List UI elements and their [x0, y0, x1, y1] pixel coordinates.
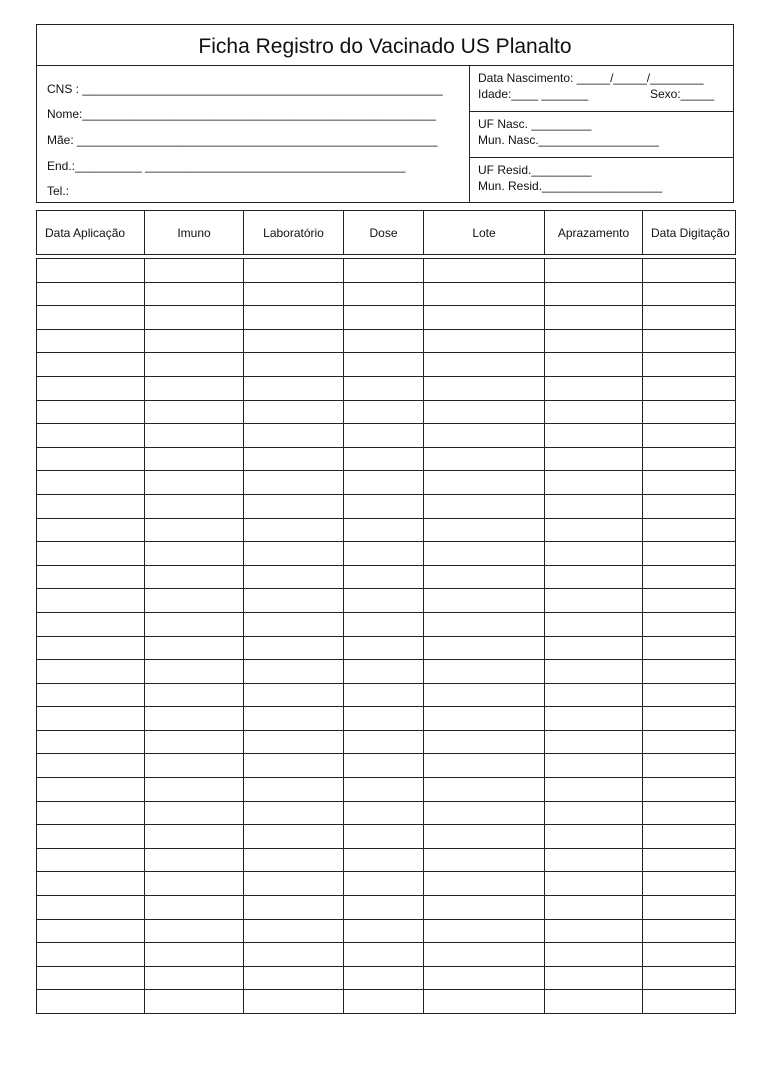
table-cell[interactable] [37, 259, 145, 283]
table-cell[interactable] [244, 471, 344, 495]
table-row [37, 565, 736, 589]
table-cell[interactable] [244, 494, 344, 518]
table-cell[interactable] [424, 259, 545, 283]
table-cell[interactable] [37, 754, 145, 778]
header-aprazamento: Aprazamento [545, 211, 643, 255]
table-row [37, 542, 736, 566]
table-cell[interactable] [344, 778, 424, 802]
table-cell[interactable] [643, 400, 736, 424]
header-dose: Dose [344, 211, 424, 255]
table-cell[interactable] [244, 919, 344, 943]
table-cell[interactable] [37, 872, 145, 896]
table-cell[interactable] [244, 306, 344, 330]
table-cell[interactable] [244, 282, 344, 306]
table-row [37, 730, 736, 754]
mun-resid-field[interactable]: Mun. Resid.__________________ [478, 179, 663, 193]
table-cell[interactable] [244, 896, 344, 920]
table-cell[interactable] [145, 589, 244, 613]
table-cell[interactable] [145, 636, 244, 660]
table-cell[interactable] [424, 612, 545, 636]
table-cell[interactable] [643, 542, 736, 566]
table-row [37, 707, 736, 731]
table-cell[interactable] [344, 259, 424, 283]
table-cell[interactable] [145, 872, 244, 896]
table-cell[interactable] [244, 565, 344, 589]
table-cell[interactable] [643, 730, 736, 754]
birth-info [469, 66, 733, 202]
table-cell[interactable] [145, 990, 244, 1014]
table-row [37, 754, 736, 778]
table-cell[interactable] [145, 518, 244, 542]
table-cell[interactable] [244, 825, 344, 849]
table-cell[interactable] [344, 494, 424, 518]
uf-nasc-field[interactable]: UF Nasc. _________ [478, 117, 592, 131]
table-cell[interactable] [145, 919, 244, 943]
header-imuno: Imuno [145, 211, 244, 255]
table-cell[interactable] [643, 848, 736, 872]
table-row [37, 447, 736, 471]
table-cell[interactable] [643, 329, 736, 353]
table-cell[interactable] [424, 589, 545, 613]
table-cell[interactable] [244, 801, 344, 825]
table-cell[interactable] [244, 376, 344, 400]
table-cell[interactable] [643, 612, 736, 636]
table-cell[interactable] [643, 919, 736, 943]
mun-nasc-field[interactable]: Mun. Nasc.__________________ [478, 133, 659, 147]
table-row [37, 990, 736, 1014]
table-cell[interactable] [424, 919, 545, 943]
table-cell[interactable] [344, 848, 424, 872]
table-cell[interactable] [145, 825, 244, 849]
residencia-box [469, 157, 733, 202]
table-cell[interactable] [643, 872, 736, 896]
idade-field[interactable]: Idade:____ _______ [478, 87, 589, 101]
table-cell[interactable] [643, 447, 736, 471]
table-cell[interactable] [244, 589, 344, 613]
table-cell[interactable] [344, 825, 424, 849]
table-cell[interactable] [344, 471, 424, 495]
table-cell[interactable] [37, 282, 145, 306]
table-cell[interactable] [424, 825, 545, 849]
table-cell[interactable] [643, 494, 736, 518]
table-cell[interactable] [545, 943, 643, 967]
table-cell[interactable] [37, 848, 145, 872]
table-row [37, 825, 736, 849]
table-cell[interactable] [37, 636, 145, 660]
uf-resid-field[interactable]: UF Resid._________ [478, 163, 592, 177]
table-cell[interactable] [145, 353, 244, 377]
table-cell[interactable] [424, 353, 545, 377]
table-cell[interactable] [424, 282, 545, 306]
table-cell[interactable] [643, 966, 736, 990]
table-cell[interactable] [244, 778, 344, 802]
table-cell[interactable] [545, 754, 643, 778]
table-cell[interactable] [344, 542, 424, 566]
table-cell[interactable] [37, 518, 145, 542]
mae-field[interactable]: Mãe: ______________________________________________________ [47, 133, 438, 147]
table-cell[interactable] [545, 990, 643, 1014]
table-cell[interactable] [424, 730, 545, 754]
table-row [37, 872, 736, 896]
table-row [37, 660, 736, 684]
table-cell[interactable] [344, 636, 424, 660]
nome-field[interactable]: Nome:_____________________________________________________ [47, 107, 437, 121]
table-cell[interactable] [145, 542, 244, 566]
table-cell[interactable] [643, 683, 736, 707]
table-row [37, 943, 736, 967]
table-cell[interactable] [244, 707, 344, 731]
table-cell[interactable] [545, 447, 643, 471]
table-cell[interactable] [244, 518, 344, 542]
table-cell[interactable] [545, 329, 643, 353]
vaccination-table [36, 210, 736, 1014]
table-cell[interactable] [545, 542, 643, 566]
table-cell[interactable] [145, 376, 244, 400]
table-cell[interactable] [344, 919, 424, 943]
table-cell[interactable] [244, 943, 344, 967]
table-cell[interactable] [145, 801, 244, 825]
table-cell[interactable] [344, 518, 424, 542]
table-cell[interactable] [545, 636, 643, 660]
table-cell[interactable] [244, 848, 344, 872]
table-cell[interactable] [545, 825, 643, 849]
table-cell[interactable] [545, 589, 643, 613]
table-cell[interactable] [145, 565, 244, 589]
table-cell[interactable] [145, 424, 244, 448]
table-cell[interactable] [545, 966, 643, 990]
table-cell[interactable] [424, 801, 545, 825]
table-row [37, 282, 736, 306]
table-cell[interactable] [545, 801, 643, 825]
table-row [37, 353, 736, 377]
table-cell[interactable] [424, 471, 545, 495]
table-cell[interactable] [344, 754, 424, 778]
table-cell[interactable] [344, 424, 424, 448]
table-cell[interactable] [145, 754, 244, 778]
table-cell[interactable] [145, 612, 244, 636]
table-cell[interactable] [643, 424, 736, 448]
table-cell[interactable] [37, 542, 145, 566]
birth-box [469, 66, 733, 111]
table-cell[interactable] [37, 471, 145, 495]
table-cell[interactable] [424, 494, 545, 518]
table-cell[interactable] [643, 943, 736, 967]
table-cell[interactable] [424, 683, 545, 707]
table-row [37, 801, 736, 825]
table-cell[interactable] [37, 778, 145, 802]
table-cell[interactable] [145, 848, 244, 872]
table-cell[interactable] [545, 565, 643, 589]
table-cell[interactable] [244, 660, 344, 684]
table-cell[interactable] [424, 565, 545, 589]
table-row [37, 329, 736, 353]
table-cell[interactable] [545, 494, 643, 518]
table-cell[interactable] [424, 424, 545, 448]
table-cell[interactable] [643, 825, 736, 849]
table-cell[interactable] [424, 966, 545, 990]
sexo-field[interactable]: Sexo:_____ [649, 87, 714, 101]
table-row [37, 424, 736, 448]
table-row [37, 471, 736, 495]
table-cell[interactable] [145, 400, 244, 424]
table-cell[interactable] [643, 282, 736, 306]
table-cell[interactable] [37, 825, 145, 849]
table-cell[interactable] [37, 801, 145, 825]
table-cell[interactable] [643, 778, 736, 802]
table-cell[interactable] [145, 329, 244, 353]
table-cell[interactable] [545, 707, 643, 731]
table-cell[interactable] [344, 306, 424, 330]
table-cell[interactable] [344, 872, 424, 896]
table-cell[interactable] [244, 683, 344, 707]
table-cell[interactable] [424, 518, 545, 542]
header-data-digitacao: Data Digitação [643, 211, 736, 255]
table-cell[interactable] [424, 943, 545, 967]
table-cell[interactable] [344, 966, 424, 990]
table-cell[interactable] [545, 848, 643, 872]
table-cell[interactable] [643, 376, 736, 400]
table-cell[interactable] [545, 282, 643, 306]
table-cell[interactable] [244, 447, 344, 471]
table-cell[interactable] [145, 896, 244, 920]
table-cell[interactable] [344, 282, 424, 306]
table-cell[interactable] [545, 778, 643, 802]
table-cell[interactable] [424, 329, 545, 353]
table-cell[interactable] [643, 990, 736, 1014]
table-cell[interactable] [424, 778, 545, 802]
table-cell[interactable] [344, 353, 424, 377]
table-row [37, 683, 736, 707]
table-cell[interactable] [424, 896, 545, 920]
table-cell[interactable] [344, 660, 424, 684]
table-row [37, 494, 736, 518]
header-data-aplicacao: Data Aplicação [37, 211, 145, 255]
table-cell[interactable] [344, 565, 424, 589]
table-cell[interactable] [244, 754, 344, 778]
table-row [37, 306, 736, 330]
table-cell[interactable] [424, 636, 545, 660]
table-cell[interactable] [37, 400, 145, 424]
table-cell[interactable] [344, 400, 424, 424]
table-cell[interactable] [424, 306, 545, 330]
table-cell[interactable] [643, 518, 736, 542]
telefone-field[interactable]: Tel.: [47, 184, 70, 198]
table-cell[interactable] [37, 306, 145, 330]
table-cell[interactable] [244, 990, 344, 1014]
table-cell[interactable] [545, 683, 643, 707]
table-cell[interactable] [145, 730, 244, 754]
endereco-field[interactable]: End.:__________ _______________________________________ [47, 159, 406, 173]
table-row [37, 919, 736, 943]
table-cell[interactable] [244, 612, 344, 636]
table-cell[interactable] [643, 896, 736, 920]
table-cell[interactable] [37, 707, 145, 731]
table-cell[interactable] [37, 612, 145, 636]
table-cell[interactable] [424, 376, 545, 400]
table-cell[interactable] [545, 872, 643, 896]
table-row [37, 518, 736, 542]
table-cell[interactable] [545, 660, 643, 684]
form-title: Ficha Registro do Vacinado US Planalto [36, 24, 734, 66]
table-cell[interactable] [344, 990, 424, 1014]
table-cell[interactable] [643, 707, 736, 731]
table-cell[interactable] [145, 707, 244, 731]
table-row [37, 612, 736, 636]
table-cell[interactable] [545, 259, 643, 283]
table-row [37, 259, 736, 283]
table-cell[interactable] [545, 400, 643, 424]
table-cell[interactable] [545, 424, 643, 448]
table-cell[interactable] [145, 447, 244, 471]
table-cell[interactable] [344, 612, 424, 636]
table-cell[interactable] [37, 353, 145, 377]
table-cell[interactable] [643, 589, 736, 613]
table-cell[interactable] [643, 801, 736, 825]
table-cell[interactable] [145, 259, 244, 283]
table-cell[interactable] [37, 447, 145, 471]
table-row [37, 896, 736, 920]
table-cell[interactable] [244, 730, 344, 754]
table-row [37, 400, 736, 424]
table-cell[interactable] [37, 424, 145, 448]
table-cell[interactable] [145, 966, 244, 990]
table-body [37, 259, 736, 1014]
table-cell[interactable] [545, 353, 643, 377]
table-cell[interactable] [37, 660, 145, 684]
table-row [37, 966, 736, 990]
table-cell[interactable] [37, 919, 145, 943]
table-cell[interactable] [545, 730, 643, 754]
table-cell[interactable] [37, 943, 145, 967]
table-cell[interactable] [545, 518, 643, 542]
table-header-row [37, 211, 736, 255]
data-nascimento-field[interactable]: Data Nascimento: _____/_____/________ [478, 71, 704, 85]
table-cell[interactable] [145, 306, 244, 330]
table-cell[interactable] [424, 542, 545, 566]
table-cell[interactable] [244, 329, 344, 353]
table-cell[interactable] [424, 848, 545, 872]
table-cell[interactable] [344, 707, 424, 731]
table-cell[interactable] [643, 565, 736, 589]
cns-field[interactable]: CNS : ______________________________________________________ [47, 82, 443, 96]
table-cell[interactable] [37, 376, 145, 400]
table-cell[interactable] [344, 329, 424, 353]
table-cell[interactable] [145, 778, 244, 802]
table-row [37, 778, 736, 802]
patient-info-section [36, 66, 734, 203]
table-cell[interactable] [244, 966, 344, 990]
table-cell[interactable] [545, 306, 643, 330]
table-cell[interactable] [244, 424, 344, 448]
table-cell[interactable] [37, 329, 145, 353]
table-cell[interactable] [37, 565, 145, 589]
table-cell[interactable] [643, 353, 736, 377]
table-cell[interactable] [37, 730, 145, 754]
table-cell[interactable] [424, 660, 545, 684]
table-cell[interactable] [643, 471, 736, 495]
table-cell[interactable] [643, 754, 736, 778]
table-cell[interactable] [145, 943, 244, 967]
table-cell[interactable] [344, 943, 424, 967]
table-cell[interactable] [344, 801, 424, 825]
header-lote: Lote [424, 211, 545, 255]
table-cell[interactable] [244, 872, 344, 896]
table-cell[interactable] [424, 872, 545, 896]
table-cell[interactable] [244, 400, 344, 424]
table-row [37, 589, 736, 613]
table-cell[interactable] [545, 471, 643, 495]
table-cell[interactable] [145, 282, 244, 306]
table-cell[interactable] [545, 612, 643, 636]
table-cell[interactable] [244, 259, 344, 283]
table-cell[interactable] [344, 730, 424, 754]
header-laboratorio: Laboratório [244, 211, 344, 255]
table-cell[interactable] [37, 494, 145, 518]
table-cell[interactable] [145, 471, 244, 495]
table-cell[interactable] [424, 707, 545, 731]
table-cell[interactable] [344, 589, 424, 613]
table-cell[interactable] [643, 636, 736, 660]
table-cell[interactable] [643, 306, 736, 330]
table-cell[interactable] [344, 376, 424, 400]
table-cell[interactable] [545, 919, 643, 943]
table-cell[interactable] [145, 494, 244, 518]
table-cell[interactable] [244, 353, 344, 377]
table-cell[interactable] [145, 660, 244, 684]
table-cell[interactable] [37, 896, 145, 920]
table-row [37, 848, 736, 872]
table-cell[interactable] [424, 754, 545, 778]
table-cell[interactable] [37, 683, 145, 707]
table-cell[interactable] [424, 990, 545, 1014]
table-cell[interactable] [244, 542, 344, 566]
table-cell[interactable] [37, 990, 145, 1014]
table-cell[interactable] [643, 660, 736, 684]
table-cell[interactable] [545, 376, 643, 400]
table-row [37, 376, 736, 400]
table-cell[interactable] [424, 400, 545, 424]
table-cell[interactable] [424, 447, 545, 471]
table-cell[interactable] [37, 966, 145, 990]
table-cell[interactable] [643, 259, 736, 283]
table-cell[interactable] [344, 447, 424, 471]
table-row [37, 636, 736, 660]
table-cell[interactable] [344, 896, 424, 920]
table-cell[interactable] [145, 683, 244, 707]
table-cell[interactable] [344, 683, 424, 707]
table-cell[interactable] [37, 589, 145, 613]
patient-identity [37, 66, 470, 202]
naturalidade-box [469, 111, 733, 157]
table-cell[interactable] [244, 636, 344, 660]
table-cell[interactable] [545, 896, 643, 920]
